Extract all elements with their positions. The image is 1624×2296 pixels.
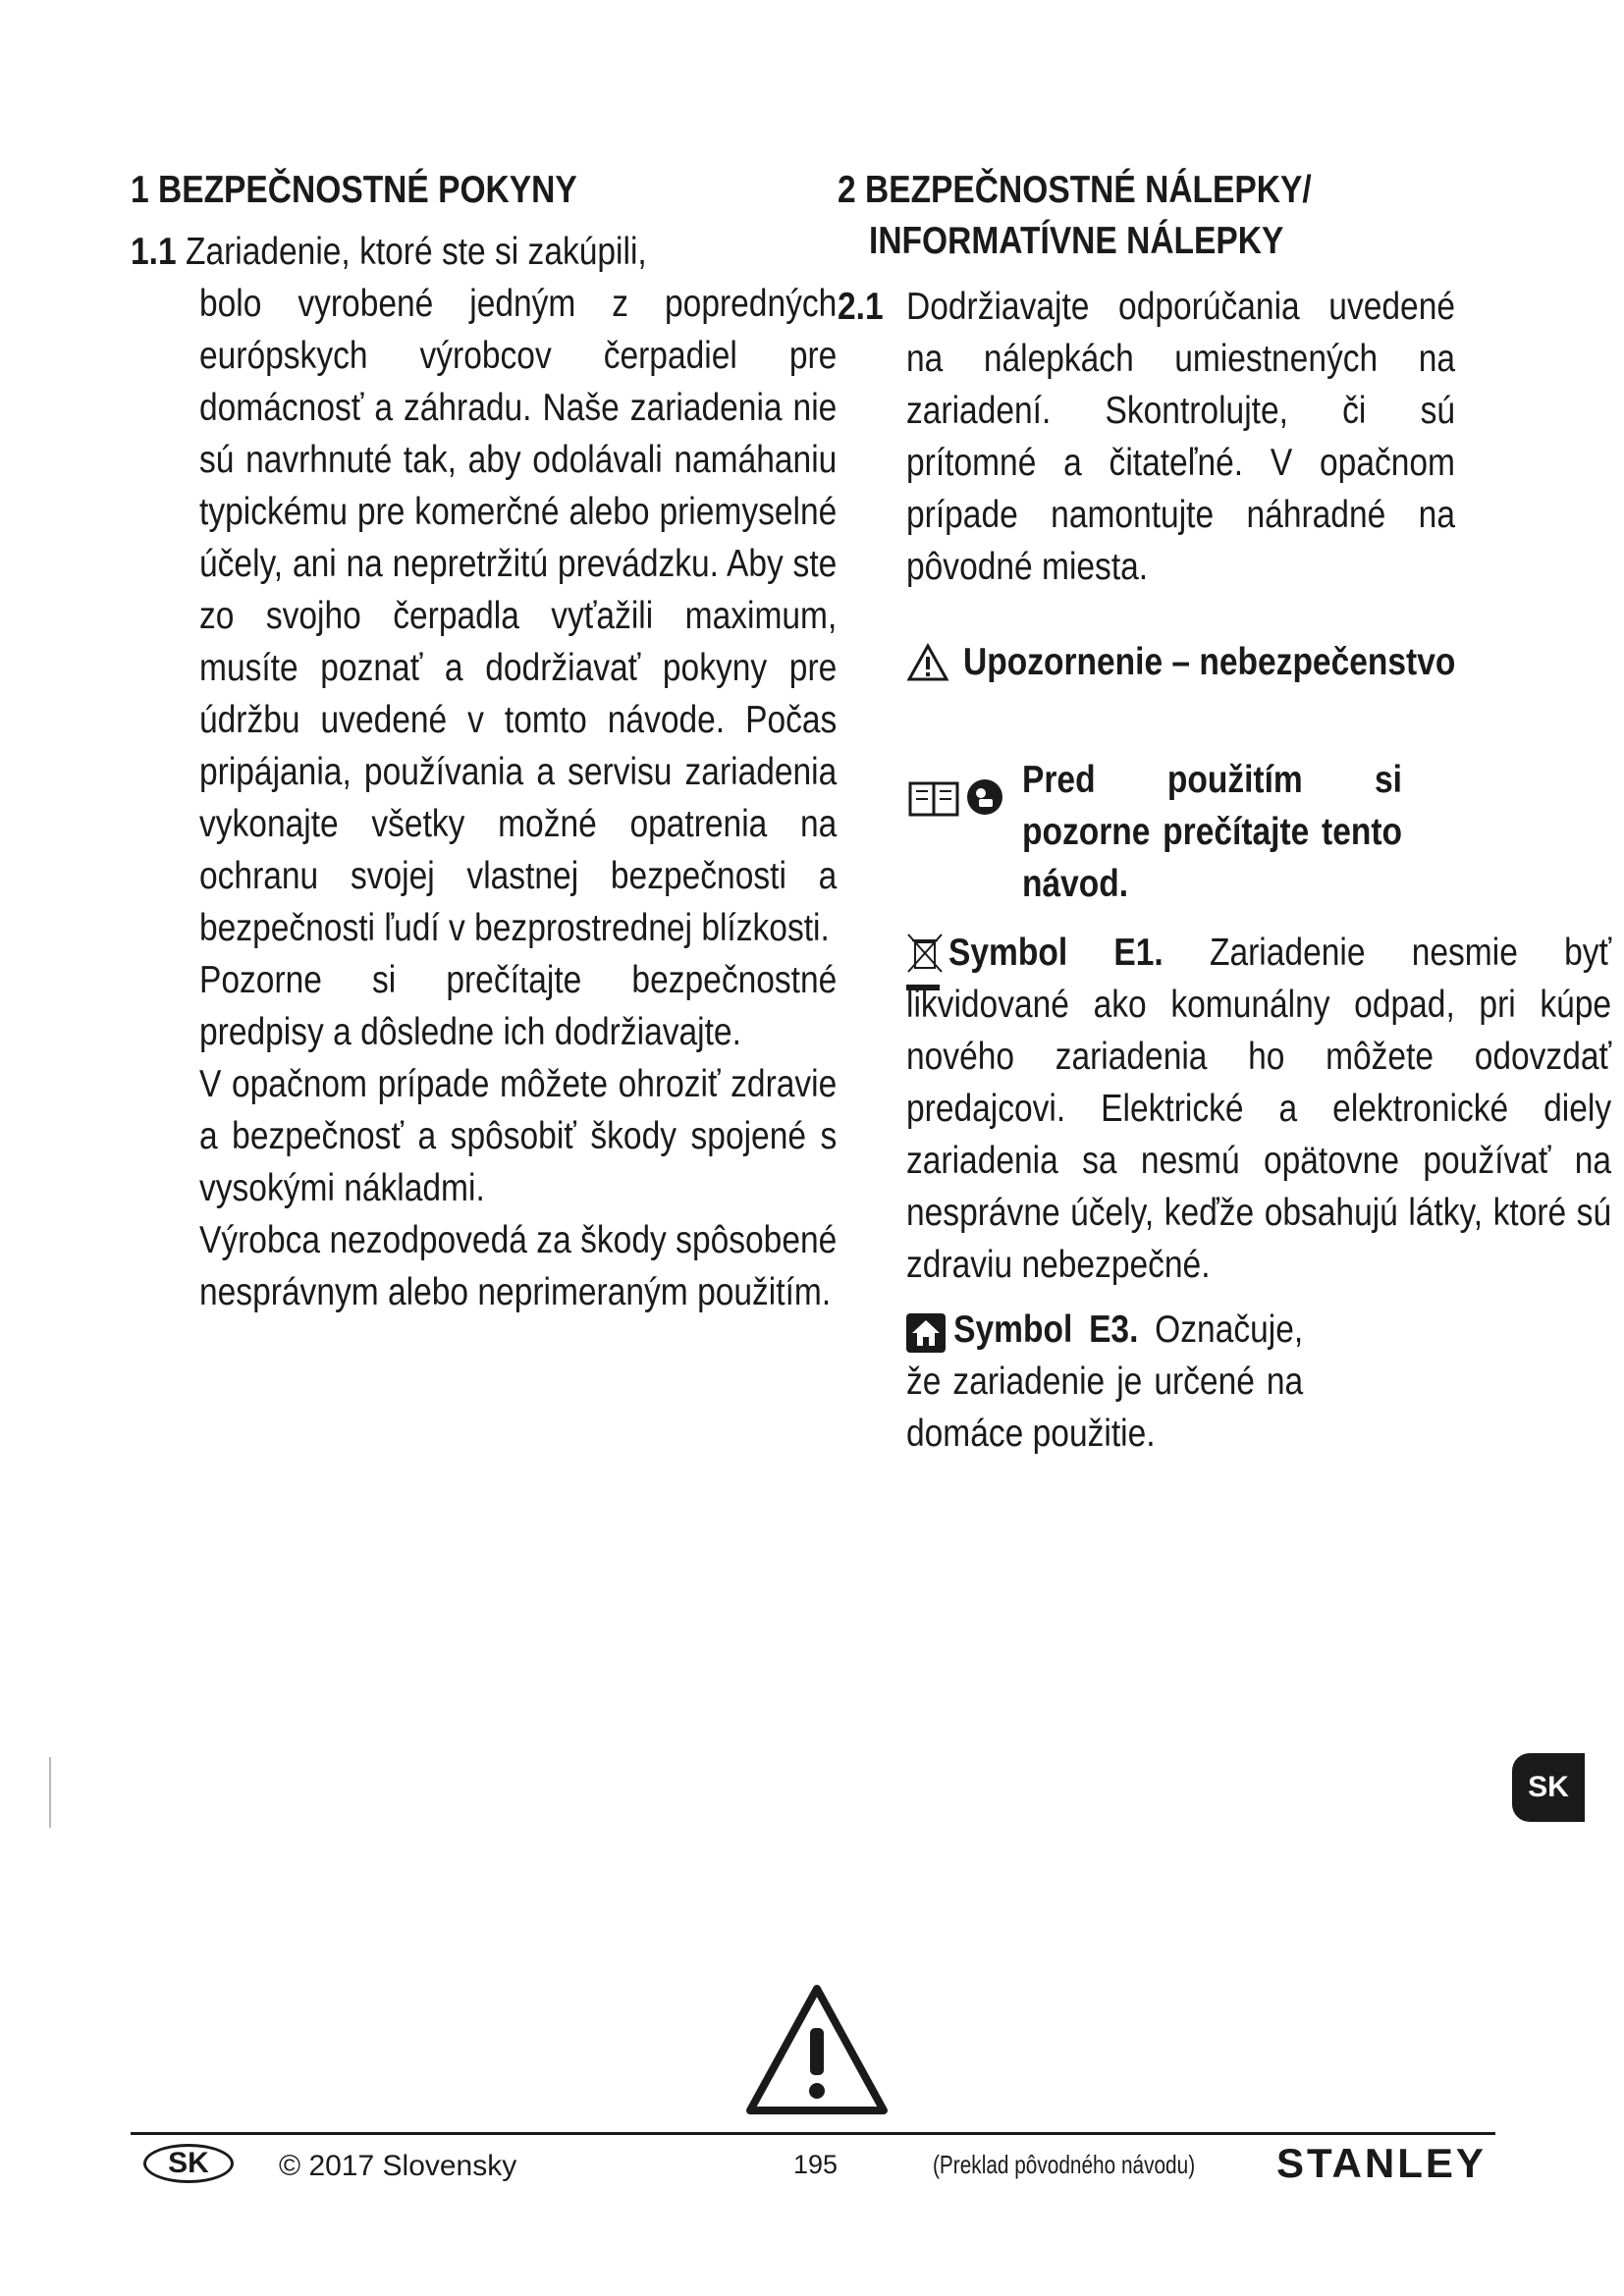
footer-translation-note: (Preklad pôvodného návodu) bbox=[933, 2150, 1196, 2179]
margin-line bbox=[49, 1757, 51, 1828]
warning-title: Upozornenie – nebezpečenstvo bbox=[963, 641, 1456, 683]
item-2-1 bbox=[838, 281, 1544, 593]
footer-copyright: © 2017 Slovensky bbox=[279, 2150, 517, 2182]
footer-language-code: SK bbox=[143, 2144, 234, 2183]
language-tab: SK bbox=[1512, 1753, 1585, 1822]
warning-triangle-icon bbox=[906, 643, 949, 682]
symbol-e3-text: Označuje, že zariadenie je určené na domáce použitie. bbox=[906, 1308, 1304, 1455]
paragraph-c: V opačnom prípade môžete ohroziť zdravie a bezpečnosť a spôsobiť škody spojené s vysokými nákladmi. bbox=[199, 1063, 838, 1209]
brand-logo: STANLEY bbox=[1276, 2140, 1487, 2186]
read-manual-text: Pred použitím si pozorne prečítajte tento návod. bbox=[1022, 759, 1402, 905]
paragraph-b: Pozorne si prečítajte bezpečnostné predpisy a dôsledne ich dodržiavajte. bbox=[199, 959, 838, 1053]
item-number: 2.1 bbox=[838, 286, 884, 328]
item-number: 1.1 bbox=[131, 231, 177, 273]
paragraph-a: bolo vyrobené jedným z popredných európskych výrobcov čerpadiel pre domácnosť a záhradu. Naše zariadenia nie sú navrhnuté tak, aby odolávali namáhaniu typickému pre komerčné alebo priemyselné účely, ani na nepretržitú prevádzku. Aby ste zo svojho čerpadla vyťažili maximum, musíte poznať a dodržiavať pokyny pre údržbu uvedené v tomto návode. Počas pripájania, používania a servisu zariadenia vykonajte všetky možné opatrenia na ochranu svojej vlastnej bezpečnosti a bezpečnosti ľudí v bezprostrednej blízkosti. bbox=[199, 283, 838, 949]
footer-rule bbox=[131, 2132, 1495, 2135]
warning-row bbox=[906, 636, 1536, 688]
section-2-heading-line1: 2 BEZPEČNOSTNÉ NÁLEPKY/ bbox=[838, 169, 1312, 211]
section-2 bbox=[838, 165, 1612, 1455]
read-manual-row bbox=[906, 754, 1464, 910]
footer-page-number: 195 bbox=[793, 2150, 839, 2179]
item-first-line: Zariadenie, ktoré ste si zakúpili, bbox=[185, 231, 647, 273]
item-1-1 bbox=[131, 226, 838, 1318]
symbol-e1 bbox=[906, 927, 1624, 1291]
symbol-e3 bbox=[906, 1304, 1624, 1460]
symbol-e3-label: Symbol E3. bbox=[953, 1308, 1139, 1351]
paragraph-d: Výrobca nezodpovedá za škody spôsobené nesprávnym alebo neprimeraným použitím. bbox=[199, 1219, 838, 1313]
section-2-heading-line2: INFORMATÍVNE NÁLEPKY bbox=[869, 220, 1284, 262]
manual-book-icon bbox=[906, 777, 961, 821]
section-1 bbox=[131, 165, 838, 1318]
read-instructions-icon bbox=[965, 777, 1004, 817]
symbol-e1-label: Symbol E1. bbox=[948, 932, 1164, 974]
item-2-1-text: Dodržiavajte odporúčania uvedené na nálepkách umiestnených na zariadení. Skontrolujte, či sú prítomné a čitateľné. V opačnom prípade namontujte náhradné na pôvodné miesta. bbox=[906, 286, 1455, 588]
section-1-heading: 1 BEZPEČNOSTNÉ POKYNY bbox=[131, 169, 577, 211]
symbol-e1-text: Zariadenie nesmie byť likvidované ako komunálny odpad, pri kúpe nového zariadenia ho môžete odovzdať predajcovi. Elektrické a elektronické diely zariadenia sa nesmú opätovne používať na nesprávne účely, keďže obsahujú látky, ktoré sú zdraviu nebezpečné. bbox=[906, 932, 1612, 1286]
warning-triangle-icon bbox=[744, 1983, 890, 2116]
